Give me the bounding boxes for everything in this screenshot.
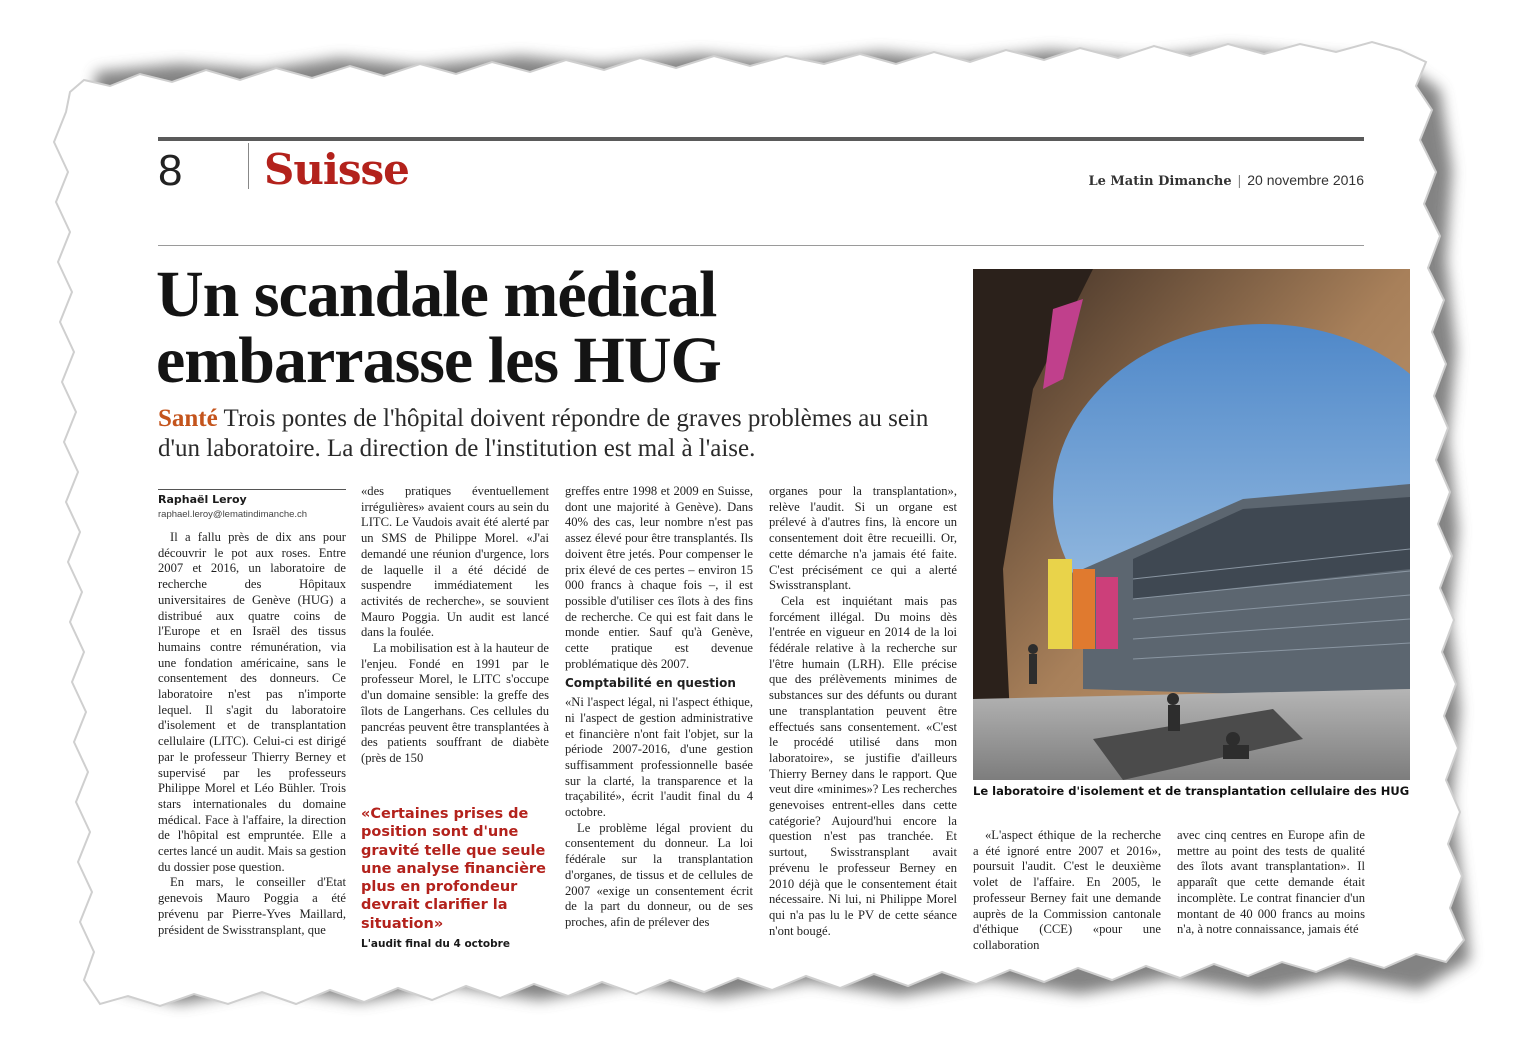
paragraph: «L'aspect éthique de la recherche a été ignoré entre 2007 et 2016», poursuit l'audit. C'est le deuxième volet de l'affaire. En 2005, le professeur Berney fait une demande auprès de la Commission cantonale d'éthique (CCE) «pour une collaboration — [973, 828, 1161, 952]
section-title: Suisse — [264, 145, 409, 194]
hospital-building-photo — [973, 269, 1410, 780]
paragraph: La mobilisation est à la hauteur de l'enjeu. Fondé en 1991 par le professeur Morel, le LITC s'occupe d'un domaine sensible: la greffe des îlots de Langerhans. Ces cellules du pancréas peuvent être transplantées à des patients souffrant de diabète (près de 150 — [361, 641, 549, 765]
header-top-rule — [158, 137, 1364, 141]
column-4 — [769, 484, 957, 939]
column-6 — [1177, 828, 1365, 938]
headline-line-1: Un scandale médical — [156, 258, 717, 331]
meta-separator: | — [1237, 172, 1242, 188]
paragraph: «des pratiques éventuellement irrégulières» avaient cours au sein du LITC. Le Vaudois avait été alerté par un SMS de Philippe Morel. «J'ai demandé une réunion d'urgence, lors de laquelle il a été décidé de suspendre immédiatement les activités de recherche», se souvient Mauro Poggia. Un audit est lancé dans la foulée. — [361, 484, 549, 640]
headline — [156, 258, 956, 397]
deck — [158, 404, 958, 464]
column-2 — [361, 484, 549, 767]
pull-quote: «Certaines prises de position sont d'une gravité telle que seule une analyse financière plus en profondeur devrait clarifier la situation» — [361, 806, 546, 932]
paragraph: organes pour la transplantation», relève l'audit. Si un organe est prélevé à d'autres fins, là encore un consentement doit être recueilli. Or, cette démarche n'a jamais été faite. C'est précisément ce qui a alerté Swisstransplant. — [769, 484, 957, 593]
deck-text: Trois pontes de l'hôpital doivent répondre de graves problèmes au sein d'un laboratoire. La direction de l'institution est mal à l'aise. — [158, 405, 929, 462]
paragraph: «Ni l'aspect légal, ni l'aspect éthique, ni l'aspect de gestion administrative et financière n'ont fait l'objet, sur la période 2007-2016, d'une gestion suffisamment professionnelle basée sur la clarté, la transparence et la traçabilité», écrit l'audit final du 4 octobre. — [565, 695, 753, 820]
paper-name: Le Matin Dimanche — [1088, 174, 1232, 189]
paragraph: Il a fallu près de dix ans pour découvrir le pot aux roses. Entre 2007 et 2016, un laboratoire de recherche des Hôpitaux universitaires de Genève (HUG) a distribué aux quatre coins de l'Europe et en Israël des tissus humains contre rémunération, via une fondation américaine, sans le consentement des donneurs. Ce laboratoire n'est pas n'importe lequel. Il s'agit du laboratoire d'isolement et de transplantation cellulaire (LITC). Celui-ci est dirigé par le professeur Thierry Berney et supervisé par les professeurs Philippe Morel et Léo Bühler. Trois stars internationales du domaine médical. Face à l'affaire, la direction de l'hôpital est empruntée. Elle a certes lancé un audit. Mais sa gestion du dossier pose question. — [158, 530, 346, 874]
column-3 — [565, 484, 753, 931]
headline-line-2: embarrasse les HUG — [156, 324, 721, 397]
pull-quote-source: L'audit final du 4 octobre — [361, 938, 510, 950]
photo-caption: Le laboratoire d'isolement et de transplantation cellulaire des HUG — [973, 784, 1410, 798]
subhead: Comptabilité en question — [565, 676, 736, 691]
paragraph: En mars, le conseiller d'Etat genevois Mauro Poggia a été prévenu par Pierre-Yves Maillard, président de Swisstransplant, que — [158, 875, 346, 937]
issue-date: 20 novembre 2016 — [1247, 172, 1364, 188]
paragraph: avec cinq centres en Europe afin de mettre au point des tests de qualité des îlots avant transplantation». Il apparaît que cette demande était incomplète. Le contrat financier d'un montant de 40 000 francs au moins n'a, à notre connaissance, jamais été — [1177, 828, 1365, 937]
paragraph: Cela est inquiétant mais pas forcément illégal. Du moins dès l'entrée en vigueur en 2014 de la loi fédérale relative à la recherche sur l'être humain (LRH). Elle précise que des prélèvements minimes de substances sur des défunts ou durant une transplantation peuvent être effectués sans consentement. «C'est le procédé utilisé dans mon laboratoire», se justifie d'ailleurs Thierry Berney dans le rapport. Que veut dire «minimes»? Les recherches genevoises entrent-elles dans cette catégorie? Aujourd'hui encore la question n'est pas tranchée. Et surtout, Swisstransplant avait prévenu le professeur Berney en 2010 déjà que le consentement était nécessaire. Ni lui, ni Philippe Morel qui n'a pas lu le PV de cette séance n'ont bougé. — [769, 593, 957, 938]
author-email: raphael.leroy@lematindimanche.ch — [158, 509, 308, 520]
paragraph: greffes entre 1998 et 2009 en Suisse, dont une majorité à Genève). Dans 40% des cas, leur nombre n'est pas assez élevé pour être transplantés. Ils doivent être jetés. Pour compenser le prix élevé de ces pertes – environ 15 000 francs à chaque fois –, il est possible d'utiliser ces îlots à des fins de recherche. Ce qui est fait dans le monde entier. Sauf qu'à Genève, cette pratique est devenue problématique dès 2007. — [565, 484, 753, 671]
page-number: 8 — [158, 146, 183, 195]
header-bottom-rule — [158, 245, 1364, 246]
byline — [158, 489, 346, 522]
deck-kicker: Santé — [158, 405, 218, 432]
article-photo — [973, 269, 1410, 780]
paragraph: Le problème légal provient du consentement du donneur. La loi fédérale sur la transplantation d'organes, de tissus et de cellules de 2007 «exige un consentement écrit de la part du donneur, ou de ses proches, afin de prélever des — [565, 820, 753, 929]
column-5 — [973, 828, 1161, 954]
paper-meta — [1088, 172, 1364, 189]
header-divider — [248, 143, 249, 189]
author-name: Raphaël Leroy — [158, 493, 247, 506]
column-1 — [158, 530, 346, 938]
